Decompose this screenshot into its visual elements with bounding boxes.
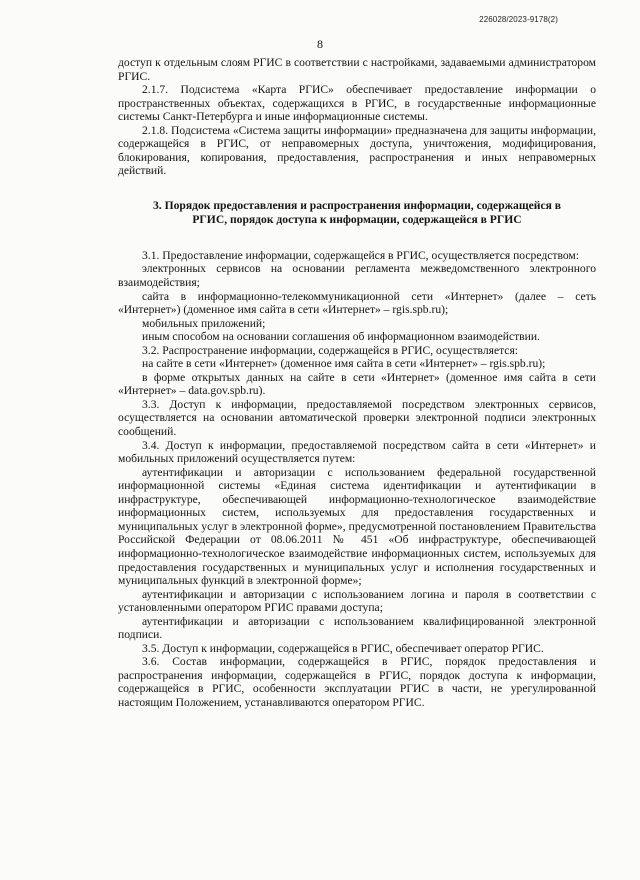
paragraph: 3.3. Доступ к информации, предоставляемой посредством электронных сервисов, осуществляется на основании автоматической проверки электронной подписи электронных сообщений. bbox=[118, 397, 596, 439]
document-number: 226028/2023-9178(2) bbox=[479, 15, 558, 24]
paragraph: 3.6. Состав информации, содержащейся в РГИС, порядок предоставления и распространения информации, содержащейся в РГИС, порядок доступа к информации, содержащейся в РГИС, особенности эксплуатации РГИС в части, не урегулированной настоящим Положением, устанавливаются оператором РГИС. bbox=[118, 655, 596, 709]
paragraph: 2.1.8. Подсистема «Система защиты информации» предназначена для защиты информации, содержащейся в РГИС, от неправомерных доступа, уничтожения, модифицирования, блокирования, копирования, предоставления, распространения и иных неправомерных действий. bbox=[118, 123, 596, 178]
paragraph: аутентификации и авторизации с использованием федеральной государственной информационной системы «Единая система идентификации и аутентификации в инфраструктуре, обеспечивающей информационно-технологическое взаимодействие информационных систем, используемых для предоставления государственных и муниципальных услуг в электронной форме», предусмотренной постановлением Правительства Российской Федерации от 08.06.2011 № 451 «Об инфраструктуре, обеспечивающей информационно-технологическое взаимодействие информационных систем, используемых для предоставления государственных и муниципальных услуг и исполнения государственных и муниципальных функций в электронной форме»; bbox=[118, 465, 596, 588]
paragraph: в форме открытых данных на сайте в сети «Интернет» (доменное имя сайта в сети «Интернет» – data.gov.spb.ru). bbox=[118, 370, 596, 398]
section-heading: 3. Порядок предоставления и распространения информации, содержащейся в РГИС, порядок доступа к информации, содержащейся в РГИС bbox=[152, 198, 562, 227]
paragraph: доступ к отдельным слоям РГИС в соответствии с настройками, задаваемыми администратором РГИС. bbox=[118, 56, 596, 83]
paragraph: иным способом на основании соглашения об информационном взаимодействии. bbox=[142, 330, 540, 344]
paragraph: электронных сервисов на основании регламента межведомственного электронного взаимодействия; bbox=[118, 262, 596, 290]
page-number: 8 bbox=[317, 37, 323, 51]
paragraph: на сайте в сети «Интернет» (доменное имя сайта в сети «Интернет» – rgis.spb.ru); bbox=[142, 357, 546, 371]
paragraph: 3.2. Распространение информации, содержащейся в РГИС, осуществляется: bbox=[142, 343, 518, 357]
paragraph: 2.1.7. Подсистема «Карта РГИС» обеспечивает предоставление информации о пространственных объектах, содержащихся в РГИС, в государственные информационные системы Санкт-Петербурга и иные информационные системы. bbox=[118, 83, 596, 124]
document-body bbox=[118, 56, 596, 710]
paragraph: аутентификации и авторизации с использованием квалифицированной электронной подписи. bbox=[118, 614, 596, 642]
paragraph: 3.1. Предоставление информации, содержащейся в РГИС, осуществляется посредством: bbox=[142, 248, 579, 262]
paragraph: мобильных приложений; bbox=[142, 316, 266, 330]
paragraph: аутентификации и авторизации с использованием логина и пароля в соответствии с установленными оператором РГИС правами доступа; bbox=[118, 587, 596, 615]
paragraph: 3.5. Доступ к информации, содержащейся в РГИС, обеспечивает оператор РГИС. bbox=[142, 641, 544, 655]
paragraph: сайта в информационно-телекоммуникационной сети «Интернет» (далее – сеть «Интернет») (доменное имя сайта в сети «Интернет» – rgis.spb.ru); bbox=[118, 289, 596, 317]
paragraph: 3.4. Доступ к информации, предоставляемой посредством сайта в сети «Интернет» и мобильных приложений осуществляется путем: bbox=[118, 438, 596, 466]
